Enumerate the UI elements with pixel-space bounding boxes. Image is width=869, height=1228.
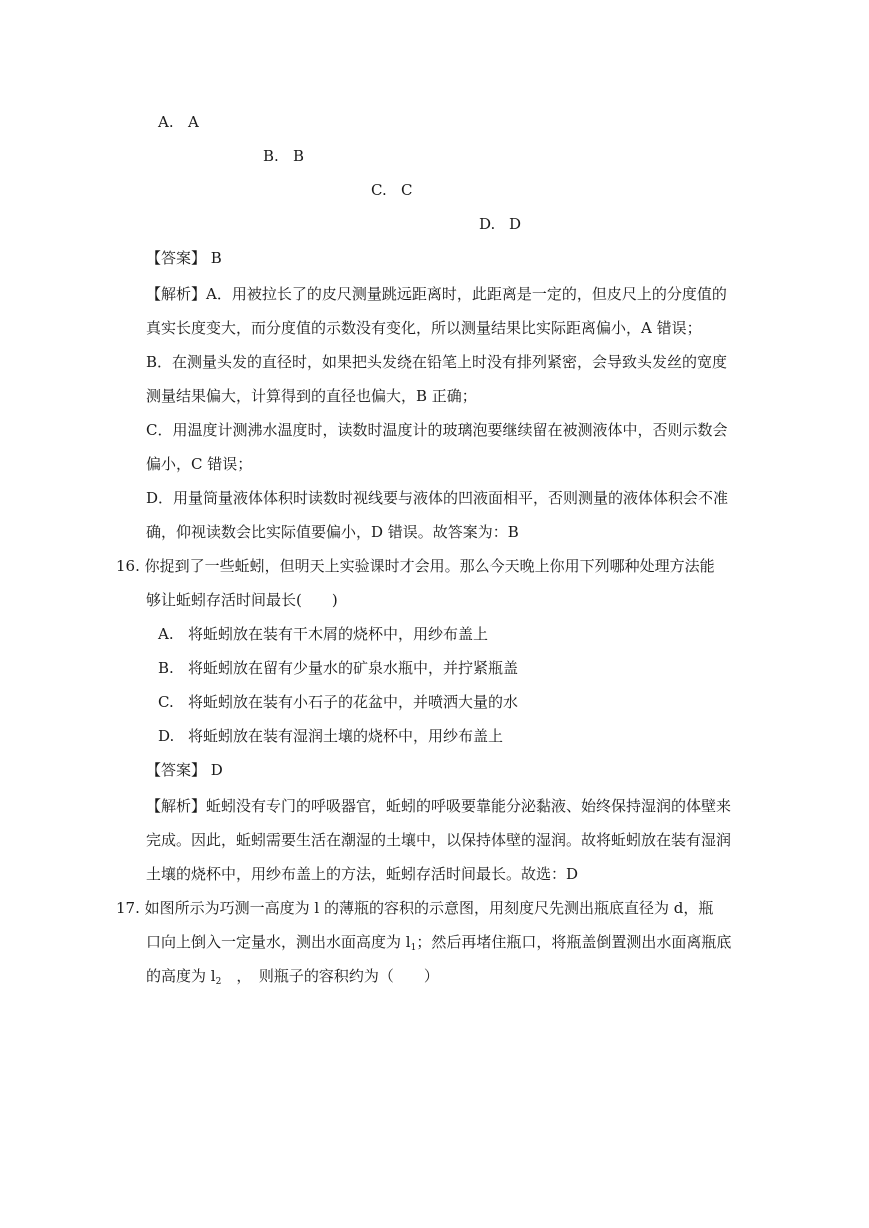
- q16-stem-line: 够让蚯蚓存活时间最长( ): [146, 591, 338, 609]
- q15-option-b: [263, 146, 304, 166]
- option-letter: B.: [263, 147, 279, 165]
- subscript: 1: [410, 943, 417, 953]
- q17-stem-line: 口向上倒入一定量水，测出水面高度为 $l_1$；然后再堵住瓶口，将瓶盖倒置测出水面离瓶底: [146, 933, 732, 953]
- q15-option-a: [158, 112, 199, 132]
- q15-option-d: [479, 214, 521, 234]
- q15-analysis-line: 偏小，C 错误；: [146, 455, 253, 473]
- option-text: D: [509, 215, 522, 233]
- q15-option-c: [371, 180, 412, 200]
- option-text: C: [401, 181, 413, 199]
- option-letter: B.: [158, 659, 174, 677]
- option-letter: D.: [479, 215, 496, 233]
- answer-label: 【答案】: [146, 249, 207, 267]
- q16-option-c: [158, 692, 518, 712]
- answer-label: 【答案】: [146, 761, 207, 779]
- q15-analysis-line: C．用温度计测沸水温度时，读数时温度计的玻璃泡要继续留在被测液体中，否则示数会: [146, 421, 728, 439]
- q15-analysis-line: D．用量筒量液体体积时读数时视线要与液体的凹液面相平，否则测量的液体体积会不准: [146, 489, 729, 507]
- q17-stem-line: 17. 如图所示为巧测一高度为 l 的薄瓶的容积的示意图，用刻度尺先测出瓶底直径为 d，瓶: [116, 899, 714, 917]
- q16-option-b: [158, 658, 518, 678]
- option-letter: D.: [158, 727, 175, 745]
- q16-analysis-line: 【解析】蚯蚓没有专门的呼吸器官，蚯蚓的呼吸要靠能分泌黏液、始终保持湿润的体壁来: [146, 797, 732, 815]
- option-letter: A.: [158, 113, 174, 131]
- option-text: 将蚯蚓放在装有湿润土壤的烧杯中，用纱布盖上: [188, 727, 504, 745]
- option-text: 将蚯蚓放在装有小石子的花盆中，并喷洒大量的水: [188, 693, 519, 711]
- option-letter: C.: [158, 693, 174, 711]
- q15-analysis-line: 确，仰视读数会比实际值要偏小，D 错误。故答案为：B: [146, 523, 519, 541]
- option-letter: C.: [371, 181, 387, 199]
- q16-answer: [146, 760, 223, 780]
- q15-answer: [146, 248, 222, 268]
- option-text: 将蚯蚓放在留有少量水的矿泉水瓶中，并拧紧瓶盖: [188, 659, 519, 677]
- q16-option-a: [158, 624, 488, 644]
- q16-option-d: [158, 726, 503, 746]
- option-text: B: [293, 147, 305, 165]
- q15-analysis-line: 测量结果偏大，计算得到的直径也偏大，B 正确；: [146, 387, 477, 405]
- q15-analysis-line: 真实长度变大，而分度值的示数没有变化，所以测量结果比实际距离偏小，A 错误；: [146, 319, 702, 337]
- option-letter: A.: [158, 625, 174, 643]
- q17-stem-line: 的高度为 $l_2$ ， 则瓶子的容积约为（ ）: [146, 967, 439, 987]
- q15-analysis-line: B．在测量头发的直径时，如果把头发绕在铅笔上时没有排列紧密，会导致头发丝的宽度: [146, 353, 728, 371]
- q16-stem-line: 16. 你捉到了一些蚯蚓，但明天上实验课时才会用。那么今天晚上你用下列哪种处理方法能: [116, 557, 715, 575]
- q16-analysis-line: 土壤的烧杯中，用纱布盖上的方法，蚯蚓存活时间最长。故选：D: [146, 865, 579, 883]
- option-text: A: [188, 113, 199, 131]
- answer-value: D: [210, 761, 223, 779]
- analysis-label: 【解析】: [146, 797, 207, 815]
- analysis-label: 【解析】: [146, 285, 207, 303]
- answer-value: B: [210, 249, 222, 267]
- q16-analysis-line: 完成。因此，蚯蚓需要生活在潮湿的土壤中，以保持体壁的湿润。故将蚯蚓放在装有湿润: [146, 831, 732, 849]
- q15-analysis-line: 【解析】A．用被拉长了的皮尺测量跳远距离时，此距离是一定的，但皮尺上的分度值的: [146, 285, 727, 303]
- option-text: 将蚯蚓放在装有干木屑的烧杯中，用纱布盖上: [188, 625, 489, 643]
- subscript: 2: [215, 977, 222, 987]
